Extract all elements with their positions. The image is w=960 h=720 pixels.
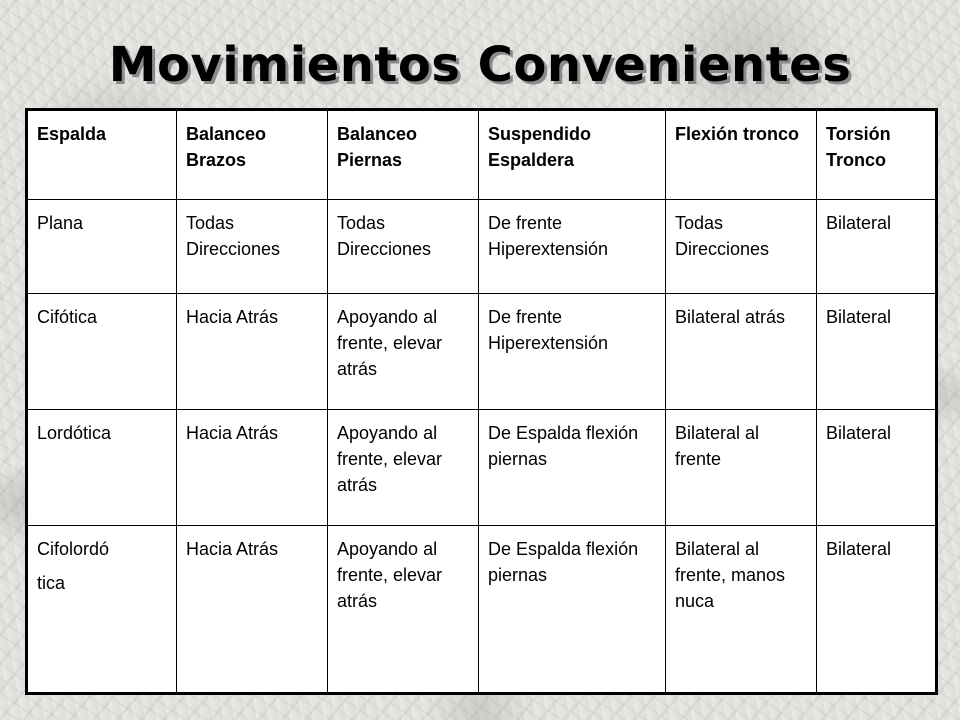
table-cell: Bilateral bbox=[817, 410, 937, 526]
table-cell: Bilateral al frente, manos nuca bbox=[666, 526, 817, 694]
table-cell: Hacia Atrás bbox=[177, 410, 328, 526]
table-cell: Bilateral al frente bbox=[666, 410, 817, 526]
table-cell: Todas Direcciones bbox=[328, 200, 479, 294]
slide-title: Movimientos Convenientes bbox=[108, 37, 852, 93]
table-cell: Hacia Atrás bbox=[177, 294, 328, 410]
table-cell: De Espalda flexión piernas bbox=[479, 410, 666, 526]
table-cell: Todas Direcciones bbox=[666, 200, 817, 294]
header-balanceo-piernas: Balanceo Piernas bbox=[328, 110, 479, 200]
table-cell-line: Cifolordó bbox=[37, 539, 110, 559]
table-cell: Apoyando al frente, elevar atrás bbox=[328, 526, 479, 694]
table-cell-line: tica bbox=[37, 573, 66, 593]
table-row bbox=[27, 200, 937, 294]
table-cell: De Espalda flexión piernas bbox=[479, 526, 666, 694]
table-cell: Lordótica bbox=[27, 410, 177, 526]
table-cell: Cifótica bbox=[27, 294, 177, 410]
movements-table bbox=[25, 108, 938, 695]
movements-table-container bbox=[25, 108, 935, 692]
header-flexion-tronco: Flexión tronco bbox=[666, 110, 817, 200]
table-cell: Apoyando al frente, elevar atrás bbox=[328, 410, 479, 526]
table-row bbox=[27, 410, 937, 526]
table-cell: Todas Direcciones bbox=[177, 200, 328, 294]
header-torsion-tronco: Torsión Tronco bbox=[817, 110, 937, 200]
table-cell: Bilateral bbox=[817, 200, 937, 294]
header-suspendido-espaldera: Suspendido Espaldera bbox=[479, 110, 666, 200]
table-cell: Bilateral bbox=[817, 294, 937, 410]
table-cell: Bilateral atrás bbox=[666, 294, 817, 410]
table-header-row bbox=[27, 110, 937, 200]
table-row bbox=[27, 294, 937, 410]
table-cell: De frente Hiperextensión bbox=[479, 294, 666, 410]
table-cell: Bilateral bbox=[817, 526, 937, 694]
header-balanceo-brazos: Balanceo Brazos bbox=[177, 110, 328, 200]
table-cell: Plana bbox=[27, 200, 177, 294]
table-row bbox=[27, 526, 937, 694]
table-cell: Hacia Atrás bbox=[177, 526, 328, 694]
table-cell: De frente Hiperextensión bbox=[479, 200, 666, 294]
header-espalda: Espalda bbox=[27, 110, 177, 200]
table-cell bbox=[27, 526, 177, 694]
table-cell: Apoyando al frente, elevar atrás bbox=[328, 294, 479, 410]
